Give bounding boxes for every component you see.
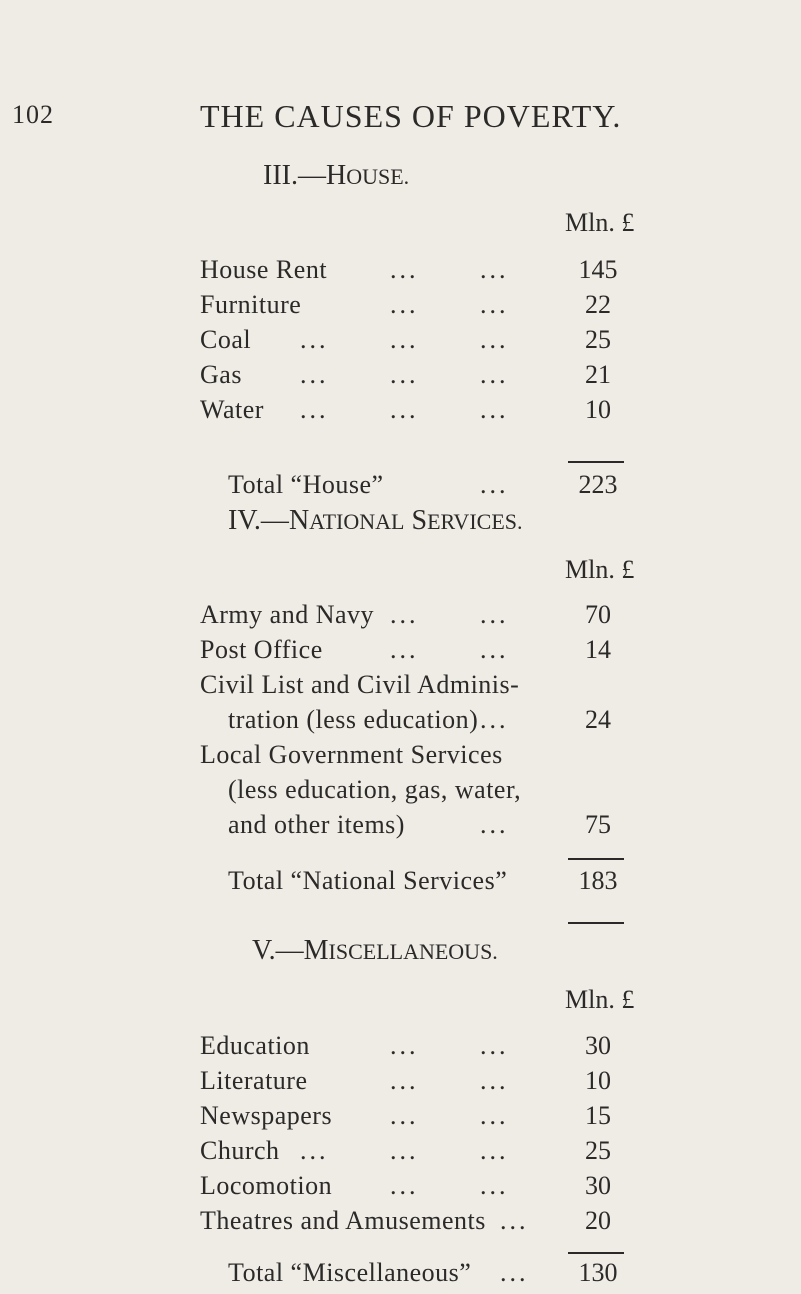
- leader-dots: ...: [390, 325, 419, 354]
- leader-dots: ...: [480, 810, 509, 839]
- row-value: 25: [585, 1136, 611, 1165]
- row-value: 145: [578, 255, 618, 284]
- leader-dots: ...: [480, 1031, 509, 1060]
- row-value: 75: [585, 810, 611, 839]
- leader-dots: ...: [480, 470, 509, 499]
- row-label: and other items): [228, 810, 405, 839]
- leader-dots: ...: [480, 1101, 509, 1130]
- running-head: THE CAUSES OF POVERTY.: [200, 98, 622, 134]
- section-heading-national-services: IV.—NATIONAL SERVICES.: [228, 505, 523, 536]
- leader-dots: ...: [480, 1136, 509, 1165]
- unit-label: Mln. £: [565, 208, 635, 237]
- row-label: Education: [200, 1031, 310, 1060]
- total-value: 223: [578, 470, 618, 499]
- leader-dots: ...: [390, 360, 419, 389]
- leader-dots: ...: [390, 395, 419, 424]
- leader-dots: ...: [300, 360, 329, 389]
- leader-dots: ...: [480, 705, 509, 734]
- total-label: Total “Miscellaneous”: [228, 1258, 472, 1287]
- sum-rule: [568, 461, 624, 463]
- row-label: Water: [200, 395, 264, 424]
- row-value: 30: [585, 1171, 611, 1200]
- leader-dots: ...: [480, 255, 509, 284]
- row-value: 14: [585, 635, 611, 664]
- row-label: Church: [200, 1136, 280, 1165]
- leader-dots: ...: [390, 1171, 419, 1200]
- leader-dots: ...: [300, 325, 329, 354]
- leader-dots: ...: [390, 600, 419, 629]
- row-label: Coal: [200, 325, 252, 354]
- leader-dots: ...: [300, 395, 329, 424]
- leader-dots: ...: [390, 1101, 419, 1130]
- row-label: Gas: [200, 360, 242, 389]
- leader-dots: ...: [390, 1031, 419, 1060]
- leader-dots: ...: [390, 255, 419, 284]
- leader-dots: ...: [500, 1258, 529, 1287]
- section-heading-miscellaneous: V.—MISCELLANEOUS.: [252, 935, 498, 966]
- row-value: 22: [585, 290, 611, 319]
- row-label: House Rent: [200, 255, 328, 284]
- row-label: Local Government Services: [200, 740, 503, 769]
- sum-rule: [568, 922, 624, 924]
- row-label: tration (less education): [228, 705, 479, 734]
- row-value: 20: [585, 1206, 611, 1235]
- leader-dots: ...: [500, 1206, 529, 1235]
- row-label: Literature: [200, 1066, 308, 1095]
- leader-dots: ...: [480, 635, 509, 664]
- row-label: Newspapers: [200, 1101, 333, 1130]
- leader-dots: ...: [300, 1136, 329, 1165]
- row-label: Theatres and Amusements: [200, 1206, 486, 1235]
- leader-dots: ...: [480, 325, 509, 354]
- sum-rule: [568, 858, 624, 860]
- leader-dots: ...: [480, 1066, 509, 1095]
- row-value: 30: [585, 1031, 611, 1060]
- row-value: 10: [585, 395, 611, 424]
- row-value: 15: [585, 1101, 611, 1130]
- unit-label: Mln. £: [565, 985, 635, 1014]
- leader-dots: ...: [480, 360, 509, 389]
- leader-dots: ...: [390, 635, 419, 664]
- row-value: 10: [585, 1066, 611, 1095]
- leader-dots: ...: [480, 395, 509, 424]
- total-value: 183: [578, 866, 618, 895]
- leader-dots: ...: [390, 1136, 419, 1165]
- section-heading-house: III.—HOUSE.: [263, 160, 410, 191]
- unit-label: Mln. £: [565, 555, 635, 584]
- row-label: Locomotion: [200, 1171, 333, 1200]
- sum-rule: [568, 1252, 624, 1254]
- leader-dots: ...: [390, 1066, 419, 1095]
- row-value: 25: [585, 325, 611, 354]
- row-label: Civil List and Civil Adminis-: [200, 670, 520, 699]
- row-label: Furniture: [200, 290, 302, 319]
- page-number: 102: [12, 100, 54, 129]
- row-label: Army and Navy: [200, 600, 375, 629]
- row-label: Post Office: [200, 635, 323, 664]
- row-value: 24: [585, 705, 611, 734]
- total-label: Total “House”: [228, 470, 384, 499]
- total-value: 130: [578, 1258, 618, 1287]
- leader-dots: ...: [480, 290, 509, 319]
- leader-dots: ...: [480, 600, 509, 629]
- leader-dots: ...: [390, 290, 419, 319]
- row-label: (less education, gas, water,: [228, 775, 522, 804]
- leader-dots: ...: [480, 1171, 509, 1200]
- row-value: 21: [585, 360, 611, 389]
- row-value: 70: [585, 600, 611, 629]
- total-label: Total “National Services”: [228, 866, 508, 895]
